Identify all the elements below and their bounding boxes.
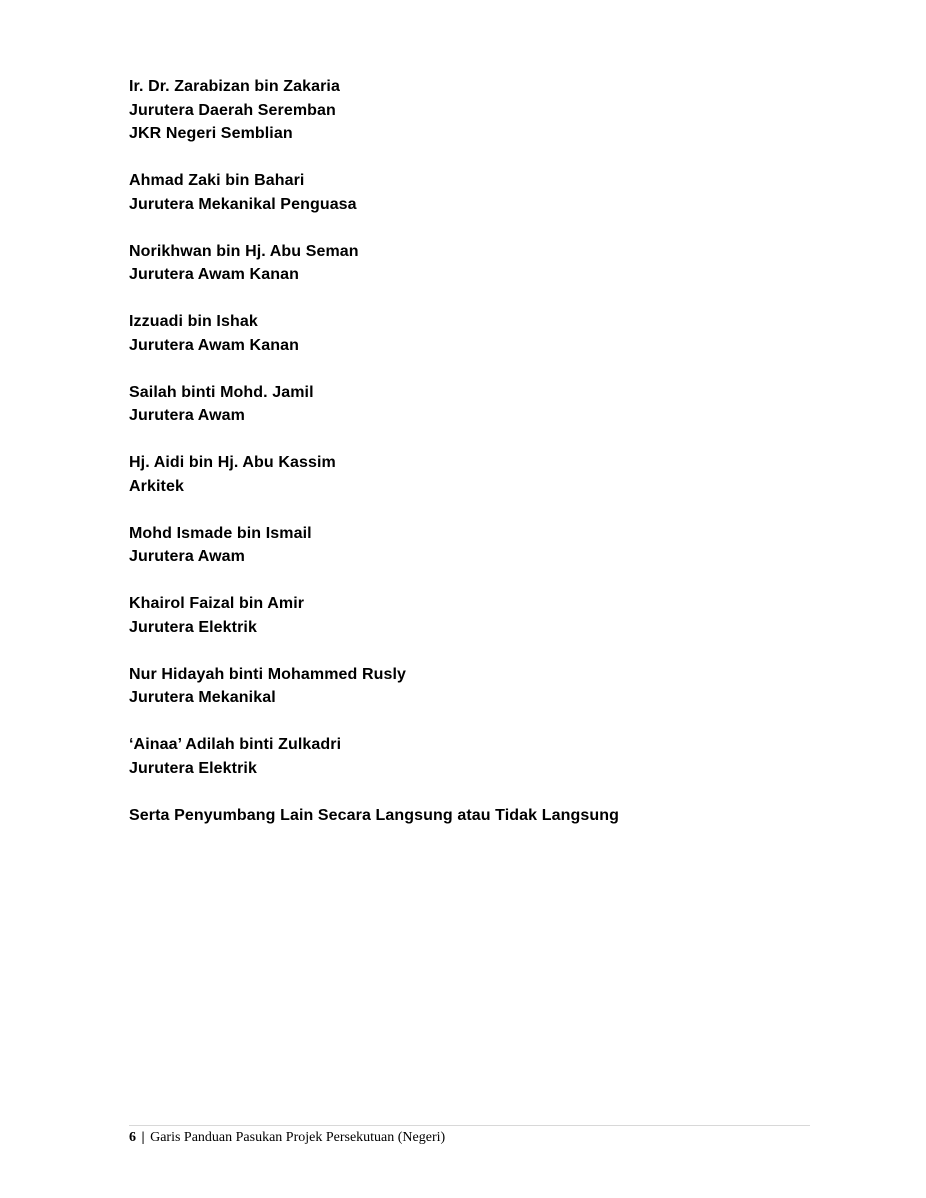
contributor-name: Sailah binti Mohd. Jamil xyxy=(129,383,314,401)
page-number: 6 xyxy=(129,1130,136,1145)
contributor-entry xyxy=(129,592,829,639)
contributor-title: Jurutera Awam xyxy=(129,407,246,424)
contributor-entry xyxy=(129,75,829,146)
contributors-list xyxy=(129,75,829,827)
contributor-name: Izzuadi bin Ishak xyxy=(129,313,258,330)
closing-statement: Serta Penyumbang Lain Secara Langsung atau Tidak Langsung xyxy=(129,806,619,824)
contributor-entry xyxy=(129,522,829,569)
contributor-name: Ir. Dr. Zarabizan bin Zakaria xyxy=(129,78,340,95)
contributor-title: Jurutera Awam Kanan xyxy=(129,336,299,354)
contributor-title: Jurutera Awam Kanan xyxy=(129,266,299,283)
contributor-name: Khairol Faizal bin Amir xyxy=(129,595,305,612)
contributor-title: Jurutera Mekanikal xyxy=(129,689,276,706)
contributor-name: Norikhwan bin Hj. Abu Seman xyxy=(129,242,359,260)
contributor-organisation: JKR Negeri Semblian xyxy=(129,125,293,142)
contributor-entry xyxy=(129,733,829,780)
contributor-title: Jurutera Awam xyxy=(129,548,246,565)
page-footer xyxy=(129,1129,445,1147)
contributor-title: Arkitek xyxy=(129,477,184,495)
contributor-entry xyxy=(129,169,829,216)
contributor-entry xyxy=(129,310,829,357)
document-title: Garis Panduan Pasukan Projek Persekutuan (Negeri) xyxy=(150,1130,446,1145)
contributor-name: Nur Hidayah binti Mohammed Rusly xyxy=(129,665,407,683)
contributor-entry xyxy=(129,240,829,287)
contributor-title: Jurutera Elektrik xyxy=(129,618,257,636)
contributor-title: Jurutera Mekanikal Penguasa xyxy=(129,195,357,213)
footer-divider xyxy=(129,1125,810,1126)
contributor-entry xyxy=(129,663,829,710)
contributor-name: ‘Ainaa’ Adilah binti Zulkadri xyxy=(129,736,342,753)
contributor-name: Ahmad Zaki bin Bahari xyxy=(129,172,305,189)
contributor-name: Mohd Ismade bin Ismail xyxy=(129,524,312,542)
contributor-title: Jurutera Daerah Seremban xyxy=(129,101,336,119)
footer-separator: | xyxy=(141,1130,145,1145)
contributor-entry xyxy=(129,451,829,498)
contributor-title: Jurutera Elektrik xyxy=(129,759,257,777)
contributor-name: Hj. Aidi bin Hj. Abu Kassim xyxy=(129,454,336,471)
contributor-entry xyxy=(129,381,829,428)
